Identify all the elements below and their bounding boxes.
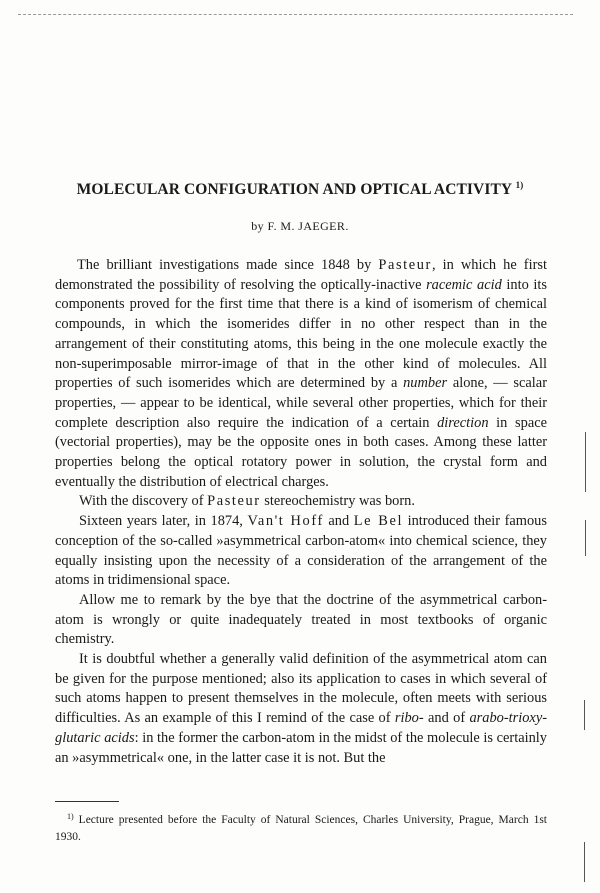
paragraph-2: With the discovery of Pasteur stereochemistry was born.: [79, 493, 415, 510]
margin-mark: [584, 842, 585, 882]
article-title-text: MOLECULAR CONFIGURATION AND OPTICAL ACTIVITY: [76, 181, 512, 198]
paragraph-1: The brilliant investigations made since 1848 by Pasteur, in which he first demonstrated the possibility of resolving the optically-inactive racemic acid into its components proved for the first time that there is a kind of isomerism of chemical compounds, in which the isomerides differ in no other respect than in the arrangement of their constituting atoms, this being in the one molecule exactly the non-superimposable mirror-image of that in the other kind of molecules. All properties of such isomerides which are determined by a number alone, — scalar properties, — appear to be identical, while several other properties, which for their complete description also require the indication of a certain direction in space (vectorial properties), may be the opposite ones in both cases. Among these latter properties belong the optical rotatory power in solution, the crystal form and eventually the distribution of electrical charges.: [55, 257, 547, 490]
margin-mark: [585, 520, 586, 556]
paragraph-4: Allow me to remark by the bye that the doctrine of the asymmetrical carbon-atom is wrongly or quite inadequately treated in most textbooks of organic chemistry.: [55, 591, 547, 648]
footnote: [55, 808, 547, 846]
paragraph-5: It is doubtful whether a generally valid definition of the asymmetrical atom can be given for the purpose mentioned; also its application to cases in which several of such atoms happen to present themselves in the molecule, often meets with serious difficulties. As an example of this I remind of the case of ribo- and of arabo-trioxy-glutaric acids: in the former the carbon-atom in the midst of the molecule is certainly an »asymmetrical« one, in the latter case it is not. But the: [55, 651, 548, 766]
emphasis-racemic-acid: racemic acid: [426, 276, 502, 293]
footnote-reference: 1): [515, 180, 524, 190]
emphasis-direction: direction: [437, 414, 489, 431]
author-byline: by F. M. JAEGER.: [251, 219, 349, 233]
margin-mark: [584, 700, 585, 730]
emphasis-arabo-trioxy-glutaric-acids: arabo-trioxy-glutaric acids: [55, 710, 548, 746]
article-title: [50, 180, 550, 199]
paragraph-3: Sixteen years later, in 1874, Van't Hoff and Le Bel introduced their famous conception of the so-called »asymmetrical carbon-atom« into chemical science, they equally insisting upon the necessity of a consideration of the arrangement of the atoms in tridimensional space.: [55, 513, 547, 589]
author-name-pasteur: Pasteur: [378, 257, 432, 273]
article-body: [55, 256, 547, 768]
footnote-text: $^{1)}$ Lecture presented before the Faculty of Natural Sciences, Charles University, Prague, March 1st 1930.: [55, 812, 547, 843]
author-name-vant-hoff: Van't Hoff: [247, 513, 324, 530]
emphasis-ribo: ribo-: [394, 710, 424, 727]
scan-edge-rule: [18, 14, 573, 15]
author-name-pasteur: Pasteur: [207, 493, 261, 510]
author-name-le-bel: Le Bel: [353, 513, 404, 530]
footnote-marker: 1): [67, 812, 74, 821]
footnote-rule: [55, 801, 119, 802]
emphasis-number: number: [403, 375, 448, 392]
margin-mark: [585, 432, 586, 492]
